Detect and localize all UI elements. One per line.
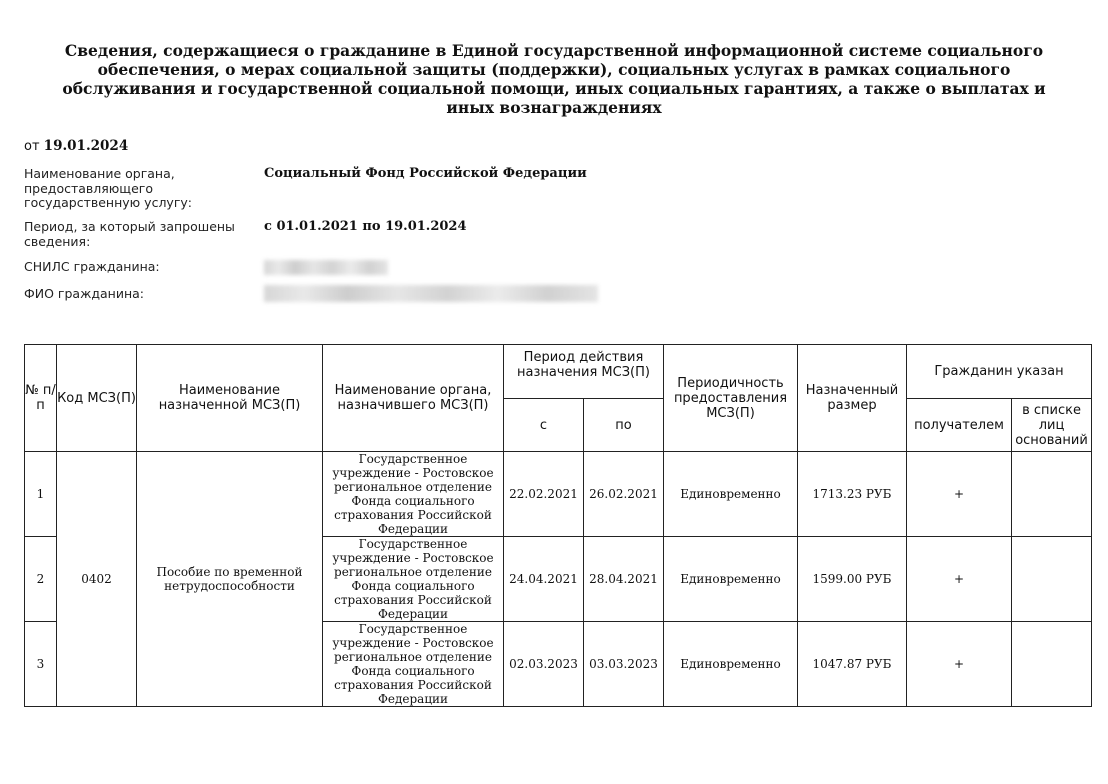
document-title: Сведения, содержащиеся о гражданине в Единой государственной информационной системе социального обеспечения, о мерах социальной защиты (поддержки), социальных услугах в рамках социального обслуживания и государственной социальной помощи, иных социальных гарантиях, а также о выплатах и иных вознаграждениях — [62, 41, 1046, 117]
measure-name: Пособие по временной нетрудоспособности — [137, 452, 323, 707]
header-name: Наименование назначенной МСЗ(П) — [137, 345, 323, 452]
header-citizen: Гражданин указан — [907, 345, 1092, 399]
row-from: 24.04.2021 — [504, 537, 584, 622]
header-periodicity: Периодичность предоставления МСЗ(П) — [664, 345, 798, 452]
snils-redacted — [264, 260, 388, 275]
row-num: 2 — [25, 537, 57, 622]
row-amount: 1713.23 РУБ — [798, 452, 907, 537]
header-num: № п/п — [25, 345, 57, 452]
row-to: 28.04.2021 — [584, 537, 664, 622]
header-amount: Назначенный размер — [798, 345, 907, 452]
row-basis — [1012, 622, 1092, 707]
header-organ: Наименование органа, назначившего МСЗ(П) — [323, 345, 504, 452]
header-from: с — [504, 399, 584, 452]
row-num: 1 — [25, 452, 57, 537]
table-row — [25, 452, 1092, 537]
period-value: с 01.01.2021 по 19.01.2024 — [264, 219, 467, 234]
row-from: 02.03.2023 — [504, 622, 584, 707]
fio-redacted — [264, 285, 598, 302]
organ-value: Социальный Фонд Российской Федерации — [264, 166, 587, 181]
document-date — [24, 138, 128, 154]
row-from: 22.02.2021 — [504, 452, 584, 537]
date-value: 19.01.2024 — [43, 138, 129, 154]
measure-code: 0402 — [57, 452, 137, 707]
row-periodicity: Единовременно — [664, 537, 798, 622]
snils-label: СНИЛС гражданина: — [24, 259, 160, 274]
row-basis — [1012, 452, 1092, 537]
row-to: 26.02.2021 — [584, 452, 664, 537]
period-label: Период, за который запрошены сведения: — [24, 219, 235, 249]
row-periodicity: Единовременно — [664, 622, 798, 707]
header-to: по — [584, 399, 664, 452]
header-basis: в списке лиц оснований — [1012, 399, 1092, 452]
row-recipient: + — [907, 622, 1012, 707]
measures-table — [24, 344, 1092, 707]
row-to: 03.03.2023 — [584, 622, 664, 707]
row-basis — [1012, 537, 1092, 622]
row-recipient: + — [907, 452, 1012, 537]
row-organ: Государственное учреждение - Ростовское региональное отделение Фонда социального страхования Российской Федерации — [323, 622, 504, 707]
row-periodicity: Единовременно — [664, 452, 798, 537]
header-code: Код МСЗ(П) — [57, 345, 137, 452]
row-organ: Государственное учреждение - Ростовское региональное отделение Фонда социального страхования Российской Федерации — [323, 537, 504, 622]
header-recipient: получателем — [907, 399, 1012, 452]
date-prefix: от — [24, 139, 40, 154]
row-amount: 1047.87 РУБ — [798, 622, 907, 707]
fio-label: ФИО гражданина: — [24, 286, 144, 301]
row-num: 3 — [25, 622, 57, 707]
row-recipient: + — [907, 537, 1012, 622]
row-amount: 1599.00 РУБ — [798, 537, 907, 622]
row-organ: Государственное учреждение - Ростовское региональное отделение Фонда социального страхования Российской Федерации — [323, 452, 504, 537]
organ-label: Наименование органа, предоставляющего государственную услугу: — [24, 166, 193, 210]
header-period: Период действия назначения МСЗ(П) — [504, 345, 664, 399]
